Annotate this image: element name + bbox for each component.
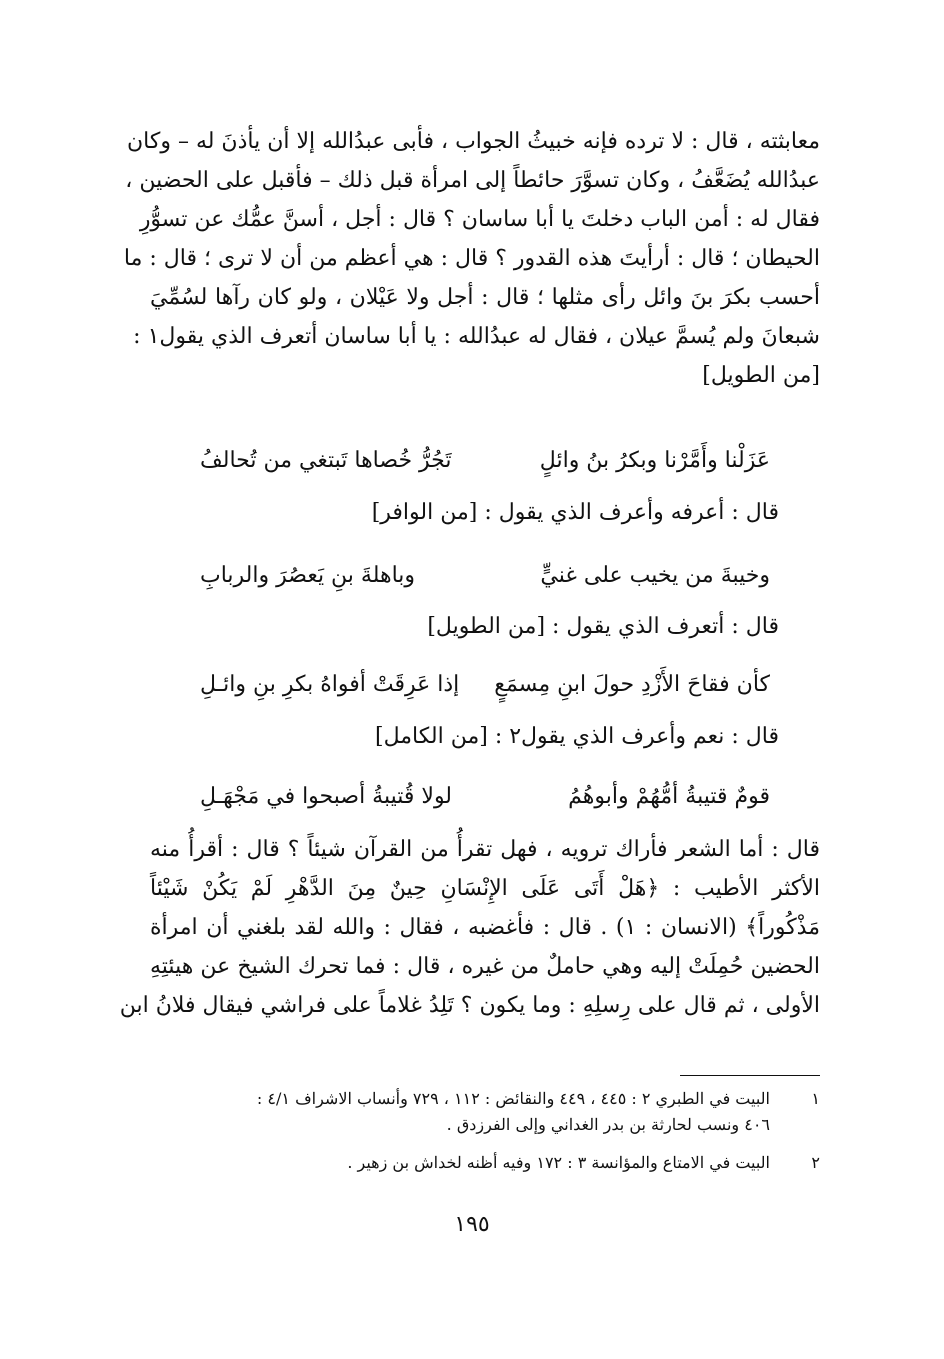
footnote-number: ١ [811,1089,820,1108]
text-line: الحيطان ؛ قال : أرأيتَ هذه القدور ؟ قال : هي أعظم من أن لا ترى ؛ قال : ما [123,246,820,271]
page-number: ١٩٥ [454,1212,490,1237]
verse-first-hemistich: عَزَلْنا وأَمَّرْنا وبكرُ بنُ وائلٍ [539,447,770,473]
text-line: أحسب بكرَ بنَ وائل رأى مثلها ؛ قال : أجل ولا عَيْلان ، ولو كان رآها لسُمِّيَ [150,285,820,310]
verse-first-hemistich: كأن فقاحَ الأَزْدِ حولَ ابنِ مِسمَعٍ [494,671,770,697]
verse-first-hemistich: وخيبةَ من يخيب على غنيٍّ [540,562,770,588]
text-line: الأولى ، ثم قال على رِسلِهِ : وما يكون ؟ تَلِدُ غلاماً على فراشي فيقال فلانُ ابن [119,993,820,1018]
text-line: الحضين حُمِلَتْ إليه وهي حاملٌ من غيره ، قال : فما تحرك الشيخ عن هيئتِهِ [150,954,820,979]
text-line: عبدُالله يُضَعَّفُ ، وكان تسوَّرَ حائطاً إلى امرأة قبل ذلك – فأقبل على الحضين ، [125,168,820,193]
verse-second-hemistich: تَجُرُّ خُصاها تَبتغي من تُحالفُ [200,447,452,473]
verse-2 [200,555,770,595]
text-line: الأكثر الأطيب : ﴿هَلْ أَتَى عَلَى الإِنْسَانِ حِينٌ مِنَ الدَّهْرِ لَمْ يَكُنْ شَيْئاً [150,876,820,901]
text-line: فقال له : أمن الباب دخلتَ يا أبا ساسان ؟ قال : أجل ، أسنَّ عمُّك عن تسوُّرِ [139,207,820,232]
text-line: معابثته ، قال : لا ترده فإنه خبيثُ الجواب ، فأبى عبدُالله إلا أن يأذنَ له – وكان [127,129,820,154]
footnote-text: ٤٠٦ ونسب لحارثة بن بدر الغداني وإلى الفرزدق . [446,1115,770,1134]
footnote-2 [150,1150,820,1176]
text-line: شبعانَ ولم يُسمَّ عيلان ، فقال له عبدُالله : يا أبا ساسان أتعرف الذي يقول١ : [133,324,820,349]
footnote-number: ٢ [811,1153,820,1172]
verse-second-hemistich: لولا قُتيبةُ أصبحوا في مَجْهَـلِ [200,783,453,809]
meter-label: [من الطويل] [702,363,820,388]
qal-line: قال : أتعرف الذي يقول : [من الطويل] [427,614,779,639]
footnote-1 [150,1086,820,1138]
text-line: قال : أما الشعر فأراك ترويه ، فهل تقرأُ من القرآن شيئاً ؟ قال : أقرأُ منه [150,837,820,862]
footnote-divider [680,1075,820,1076]
qal-line: قال : أعرفه وأعرف الذي يقول : [من الوافر] [371,500,779,525]
footnote-text: البيت في الطبري ٢ : ٤٤٥ ، ٤٤٩ والنقائض : ١١٢ ، ٧٢٩ وأنساب الاشراف ٤/١ : [256,1089,770,1108]
text-line: مَذْكُوراً﴾ (الانسان : ١) . قال : فأغضبه ، فقال : والله لقد بلغني أن امرأة [150,915,821,940]
verse-1 [200,440,770,480]
verse-second-hemistich: وباهلةَ بنِ يَعصُرَ والربابِ [200,562,416,588]
verse-second-hemistich: إذا عَرِقَتْ أفواهُ بكرِ بنِ وائـلِ [200,671,460,697]
verse-first-hemistich: قومٌ قتيبةُ أمُّهُمْ وأبوهُمُ [568,783,770,809]
verse-3 [200,664,770,704]
footnote-text: البيت في الامتاع والمؤانسة ٣ : ١٧٢ وفيه أظنه لخداش بن زهير . [347,1153,770,1172]
paragraph-2 [119,830,821,1025]
qal-line: قال : نعم وأعرف الذي يقول٢ : [من الكامل] [375,724,779,749]
verse-4 [200,776,770,816]
paragraph-1 [123,122,820,395]
